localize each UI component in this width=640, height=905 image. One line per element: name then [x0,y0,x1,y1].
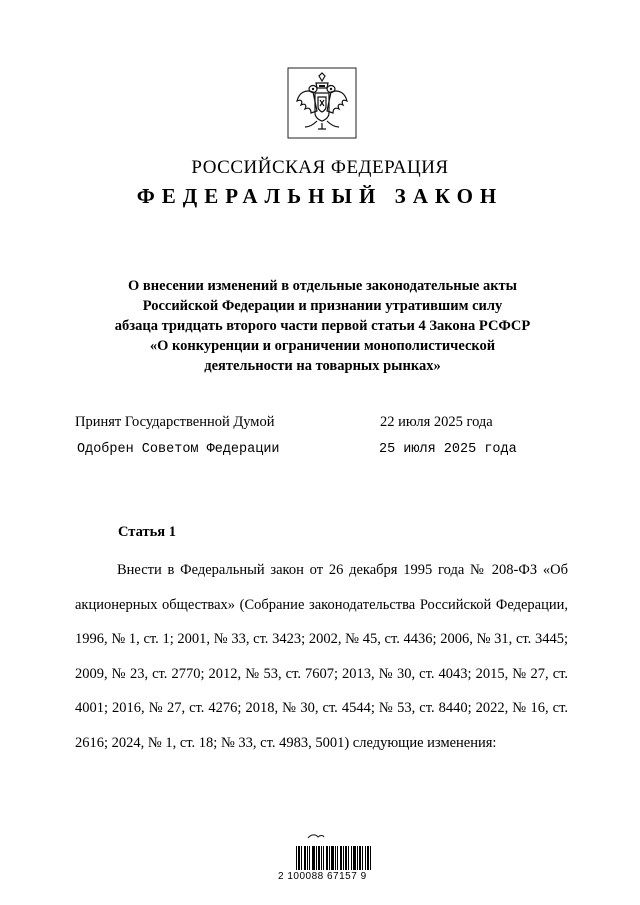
council-approval-date: 25 июля 2025 года [379,442,517,457]
article-heading: Статья 1 [118,524,176,540]
duma-adoption-label: Принят Государственной Думой [75,414,275,430]
law-subject [80,276,565,376]
subject-line: О внесении изменений в отдельные законодательные акты [128,278,517,294]
duma-adoption-date: 22 июля 2025 года [380,414,493,430]
article-body-text: Внести в Федеральный закон от 26 декабря 1995 года № 208-ФЗ «Об акционерных обществах» (Собрание законодательства Российской Федерации, 1996, № 1, ст. 1; 2001, № 33, ст. 3423; 2002, № 45, ст. 4436; 2006, № 31, ст. 3445; 2009, № 23, ст. 2770; 2012, № 53, ст. 7607; 2013, № 30, ст. 4043; 2015, № 27, ст. 4001; 2016, № 27, ст. 4276; 2018, № 30, ст. 4544; № 53, ст. 8440; 2022, № 16, ст. 2616; 2024, № 1, ст. 18; № 33, ст. 4983, 5001) следующие изменения: [75,562,568,751]
subject-line: «О конкуренции и ограничении монополистической [149,338,496,354]
council-approval-label: Одобрен Советом Федерации [77,442,280,457]
subject-line: абзаца тридцать второго части первой статьи 4 Закона РСФСР [114,318,531,334]
subject-line: деятельности на товарных рынках» [204,358,441,374]
coat-of-arms-emblem [287,67,357,139]
law-title: ФЕДЕРАЛЬНЫЙ ЗАКОН [136,184,504,208]
subject-line: Российской Федерации и признании утратившим силу [142,298,503,314]
barcode-number: 2 100088 67157 9 [278,871,367,882]
country-heading: РОССИЙСКАЯ ФЕДЕРАЦИЯ [191,157,449,178]
